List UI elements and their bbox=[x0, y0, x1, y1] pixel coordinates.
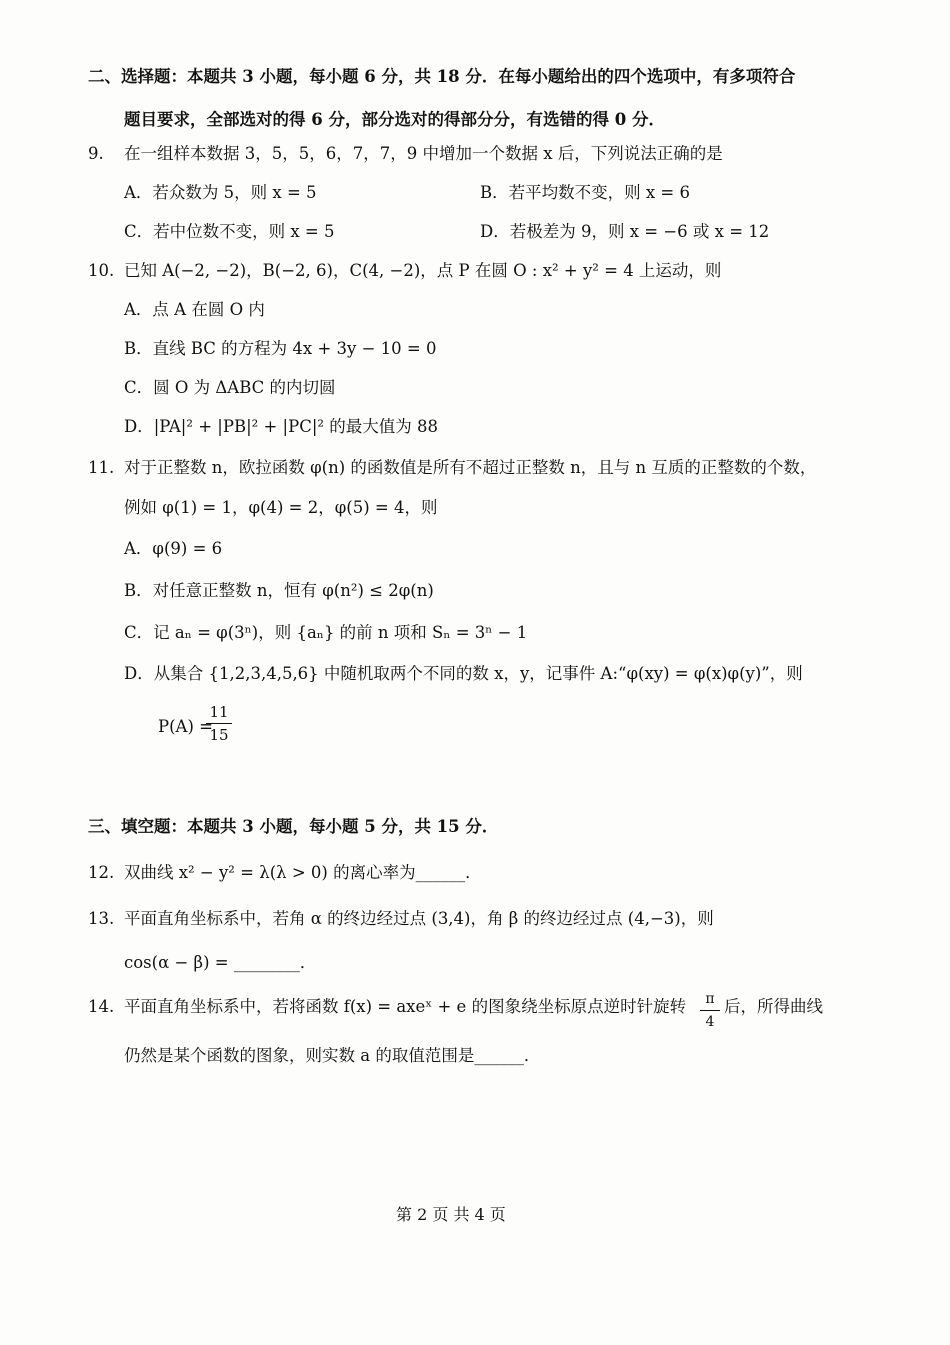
question-number-14: 14. bbox=[88, 997, 115, 1016]
question-14-stem-line1a: 平面直角坐标系中，若将函数 f(x) = axeˣ + e 的图象绕坐标原点逆时针旋转 bbox=[124, 997, 687, 1016]
question-11-stem-line1: 对于正整数 n，欧拉函数 φ(n) 的函数值是所有不超过正整数 n，且与 n 互质的正整数的个数， bbox=[124, 458, 817, 477]
question-number-11: 11. bbox=[88, 458, 115, 477]
page-footer: 第 2 页 共 4 页 bbox=[396, 1205, 506, 1224]
question-10-stem: 已知 A(−2, −2)，B(−2, 6)，C(4, −2)，点 P 在圆 O : x² + y² = 4 上运动，则 bbox=[124, 261, 722, 280]
question-11-option-b: B．对任意正整数 n，恒有 φ(n²) ≤ 2φ(n) bbox=[124, 581, 434, 600]
question-12-stem: 双曲线 x² − y² = λ(λ > 0) 的离心率为______． bbox=[124, 863, 482, 882]
question-11-stem-line2: 例如 φ(1) = 1，φ(4) = 2，φ(5) = 4，则 bbox=[124, 498, 438, 517]
question-9-option-d: D．若极差为 9，则 x = −6 或 x = 12 bbox=[480, 222, 770, 241]
question-9-option-c: C．若中位数不变，则 x = 5 bbox=[124, 222, 335, 241]
section2-heading-line1: 二、选择题：本题共 3 小题，每小题 6 分，共 18 分．在每小题给出的四个选项中，有多项符合 bbox=[88, 67, 796, 86]
section2-heading-line2: 题目要求，全部选对的得 6 分，部分选对的得部分分，有选错的得 0 分． bbox=[124, 110, 665, 129]
question-14-fraction bbox=[700, 990, 720, 1031]
question-11-option-a: A．φ(9) = 6 bbox=[124, 539, 223, 558]
question-number-10: 10. bbox=[88, 261, 115, 280]
question-number-13: 13. bbox=[88, 909, 115, 928]
question-10-option-d: D．|PA|² + |PB|² + |PC|² 的最大值为 88 bbox=[124, 417, 438, 436]
question-number-12: 12. bbox=[88, 863, 115, 882]
question-9-stem: 在一组样本数据 3，5，5，6，7，7，9 中增加一个数据 x 后，下列说法正确的是 bbox=[124, 144, 723, 163]
question-9-option-b: B．若平均数不变，则 x = 6 bbox=[480, 183, 690, 202]
question-11-option-c: C．记 aₙ = φ(3ⁿ)，则 {aₙ} 的前 n 项和 Sₙ = 3ⁿ − 1 bbox=[124, 623, 528, 642]
question-10-option-c: C．圆 O 为 ΔABC 的内切圆 bbox=[124, 378, 336, 397]
fraction-numerator: 11 bbox=[209, 703, 229, 721]
question-11-option-d-probability: P(A) = bbox=[158, 717, 213, 736]
section3-heading: 三、填空题：本题共 3 小题，每小题 5 分，共 15 分． bbox=[88, 817, 499, 836]
fraction-bar bbox=[206, 723, 232, 724]
fraction-bar bbox=[700, 1010, 720, 1011]
fraction-numerator: π bbox=[705, 991, 715, 1007]
question-13-stem-line2: cos(α − β) = ________． bbox=[124, 953, 317, 972]
question-11-fraction bbox=[206, 703, 232, 744]
question-13-stem-line1: 平面直角坐标系中，若角 α 的终边经过点 (3,4)，角 β 的终边经过点 (4,−3)，则 bbox=[124, 909, 714, 928]
question-14-stem-line2: 仍然是某个函数的图象，则实数 a 的取值范围是______． bbox=[124, 1046, 541, 1065]
fraction-denominator: 15 bbox=[209, 726, 229, 744]
fraction-denominator: 4 bbox=[705, 1014, 715, 1030]
question-14-stem-line1b: 后，所得曲线 bbox=[724, 997, 823, 1016]
question-number-9: 9. bbox=[88, 144, 104, 163]
question-9-option-a: A．若众数为 5，则 x = 5 bbox=[124, 183, 317, 202]
question-11-option-d: D．从集合 {1,2,3,4,5,6} 中随机取两个不同的数 x，y，记事件 A:“φ(xy) = φ(x)φ(y)”，则 bbox=[124, 664, 803, 683]
question-10-option-a: A．点 A 在圆 O 内 bbox=[124, 300, 265, 319]
question-10-option-b: B．直线 BC 的方程为 4x + 3y − 10 = 0 bbox=[124, 339, 437, 358]
